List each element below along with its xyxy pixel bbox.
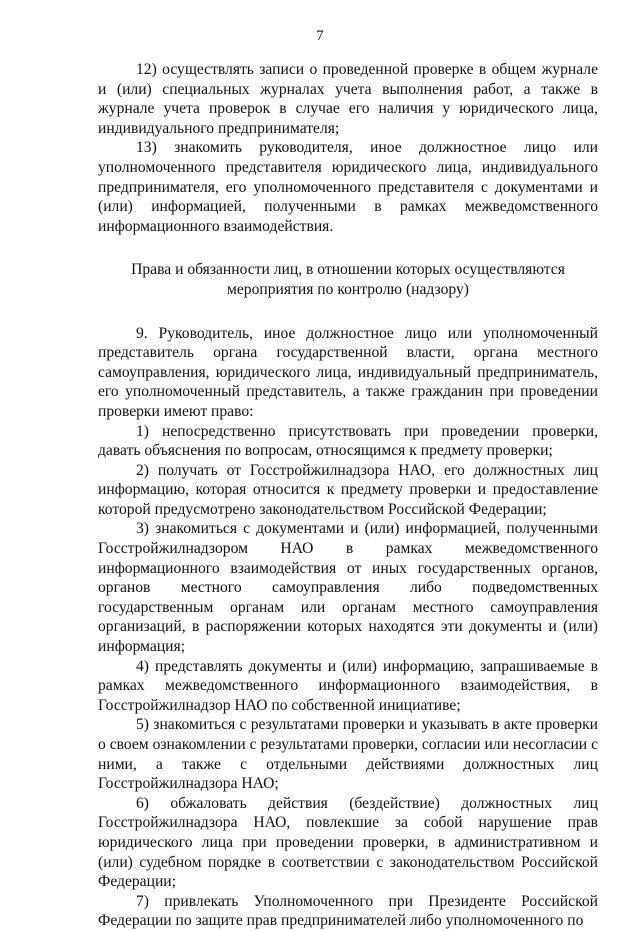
page-number: 7	[316, 28, 324, 44]
document-body	[98, 60, 598, 931]
paragraph-clause-9: 9. Руководитель, иное должностное лицо или уполномоченный представитель органа государственной власти, органа местного самоуправления, юридического лица, индивидуальный предприниматель, его уполномоченный представитель, а также гражданин при проведении проверки имеют право:	[98, 324, 598, 420]
paragraph-right-2: 2) получать от Госстройжилнадзора НАО, его должностных лиц информацию, которая относится к предмету проверки и предоставление которой предусмотрено законодательством Российской Федерации;	[98, 461, 598, 518]
paragraph-right-3: 3) знакомиться с документами и (или) информацией, полученными Госстройжилнадзором НАО в рамках межведомственного информационного взаимодействия от иных государственных органов, органов местного самоуправления либо подведомственных государственным органам или органам местного самоуправления организаций, в распоряжении которых находятся эти документы и (или) информация;	[98, 520, 598, 656]
paragraph-item-13: 13) знакомить руководителя, иное должностное лицо или уполномоченного представителя юридического лица, индивидуального предпринимателя, его уполномоченного представителя с документами и (или) информацией, полученными в рамках межведомственного информационного взаимодействия.	[98, 139, 598, 235]
paragraph-right-7: 7) привлекать Уполномоченного при Президенте Российской Федерации по защите прав предпринимателей либо уполномоченного по	[98, 892, 598, 930]
paragraph-right-1: 1) непосредственно присутствовать при проведении проверки, давать объяснения по вопросам, относящимся к предмету проверки;	[98, 422, 598, 460]
paragraph-right-5: 5) знакомиться с результатами проверки и указывать в акте проверки о своем ознакомлении с результатами проверки, согласии или несогласии с ними, а также с отдельными действиями должностных лиц Госстройжилнадзора НАО;	[98, 716, 598, 793]
paragraph-item-12: 12) осуществлять записи о проведенной проверке в общем журнале и (или) специальных журналах учета выполнения работ, а также в журнале учета проверок в случае его наличия у юридического лица, индивидуального предпринимателя;	[98, 61, 598, 137]
paragraph-right-4: 4) представлять документы и (или) информацию, запрашиваемые в рамках межведомственного информационного взаимодействия, в Госстройжилнадзор НАО по собственной инициативе;	[98, 657, 598, 714]
paragraph-right-6: 6) обжаловать действия (бездействие) должностных лиц Госстройжилнадзора НАО, повлекшие за собой нарушение прав юридического лица при проведении проверки, в административном и (или) судебном порядке в соответствии с законодательством Российской Федерации;	[98, 794, 598, 891]
section-heading: Права и обязанности лиц, в отношении которых осуществляются мероприятия по контролю (надзору)	[131, 261, 565, 298]
